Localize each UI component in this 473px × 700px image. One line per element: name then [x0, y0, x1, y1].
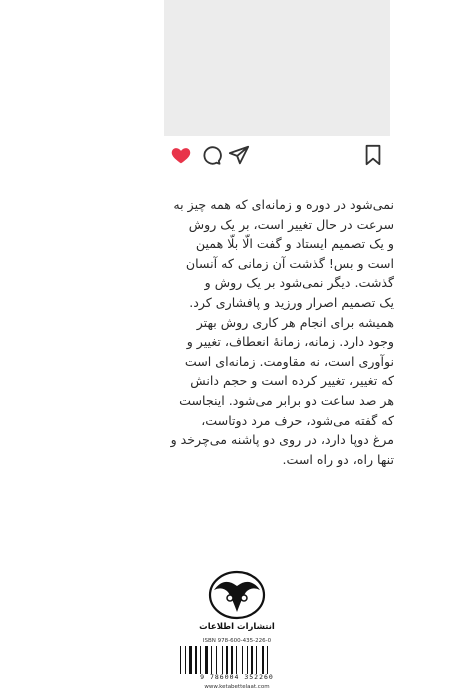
barcode-bar: [258, 646, 261, 674]
barcode-bar: [222, 646, 223, 674]
barcode-bar: [189, 646, 192, 674]
barcode-bar: [234, 646, 235, 674]
post-action-bar: [164, 144, 390, 168]
barcode-bar: [213, 646, 215, 674]
text-line: که تغییر، تغییر کرده است و حجم دانش: [190, 373, 394, 389]
barcode-bar: [249, 646, 250, 674]
barcode-digits: 9 786004 352260: [200, 673, 274, 681]
barcode-bar: [244, 646, 246, 674]
text-line: نوآوری است، نه مقاومت. زمانه‌ای است: [184, 353, 394, 369]
barcode-bar: [195, 646, 197, 674]
isbn-text: ISBN 978-600-435-226-0: [202, 638, 272, 644]
text-line: و یک تصمیم ایستاد و گفت الّا بلّا همین: [195, 236, 394, 252]
bookmark-icon[interactable]: [362, 144, 384, 166]
text-line: که گفته می‌شود، حرف مرد دوتاست،: [201, 412, 394, 428]
text-line: هر صد ساعت دو برابر می‌شود. اینجاست: [179, 392, 394, 408]
publisher-name: انتشارات اطلاعات: [199, 622, 275, 632]
text-line: همیشه برای انجام هر کاری روش بهتر: [196, 314, 394, 330]
barcode-bar: [193, 646, 194, 674]
text-line: تنها راه، دو راه است.: [282, 451, 394, 467]
barcode-bar: [251, 646, 253, 674]
barcode-bar: [242, 646, 243, 674]
barcode-bar: [229, 646, 230, 674]
barcode-bar: [200, 646, 201, 674]
barcode-bar: [247, 646, 248, 674]
barcode-bar: [205, 646, 208, 674]
barcode-bar: [218, 646, 221, 674]
publisher-logo: [208, 568, 266, 620]
barcode-bar: [209, 646, 210, 674]
back-cover-text: [150, 195, 394, 469]
barcode-bar: [198, 646, 199, 674]
barcode-bar: [267, 646, 268, 674]
barcode-bar: [265, 646, 266, 674]
text-line: وجود دارد. زمانه، زمانهٔ انعطاف، تغییر و: [186, 334, 394, 350]
barcode-bar: [202, 646, 204, 674]
barcode-bar: [226, 646, 228, 674]
barcode-bar: [231, 646, 233, 674]
barcode-bar: [238, 646, 241, 674]
barcode-bar: [256, 646, 257, 674]
text-line: نمی‌شود در دوره و زمانه‌ای که همه چیز به: [173, 197, 394, 212]
barcode-bar: [269, 646, 271, 674]
barcode-bar: [262, 646, 264, 674]
text-line: یک تصمیم اصرار ورزید و پافشاری کرد.: [189, 294, 394, 310]
barcode-bar: [187, 646, 188, 674]
barcode-bar: [180, 646, 181, 674]
text-line: است و بس! گذشت آن زمانی که آنسان: [185, 255, 394, 271]
barcode-bar: [185, 646, 186, 674]
barcode-bar: [254, 646, 255, 674]
send-icon[interactable]: [228, 144, 250, 166]
text-line: گذشت. دیگر نمی‌شود بر یک روش و: [204, 275, 394, 291]
text-line: سرعت در حال تغییر است، بر یک روش: [188, 216, 394, 232]
text-line: مرغ دوپا دارد، در روی دو پاشنه می‌چرخد و: [170, 432, 394, 448]
barcode-bar: [211, 646, 212, 674]
comment-icon[interactable]: [200, 144, 222, 166]
barcode-bar: [182, 646, 184, 674]
publisher-website: www.ketabettelaat.com: [204, 684, 270, 690]
barcode-bar: [236, 646, 237, 674]
heart-icon[interactable]: [170, 144, 192, 166]
post-image-placeholder: [164, 0, 390, 136]
barcode-bar: [224, 646, 225, 674]
barcode-bar: [216, 646, 217, 674]
